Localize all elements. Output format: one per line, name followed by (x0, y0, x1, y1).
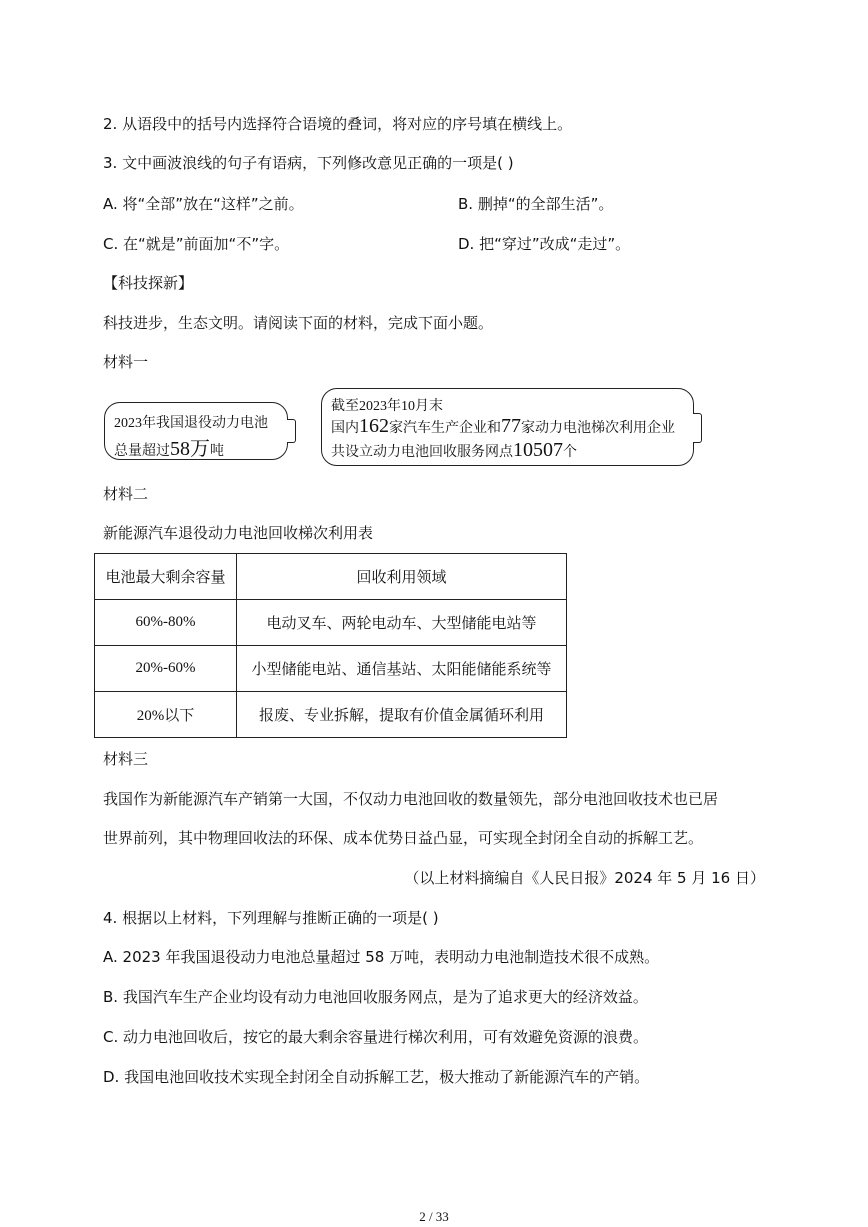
table-cell: 20%以下 (95, 692, 237, 738)
battery-2-line-1: 截至2023年10月末 (331, 399, 443, 414)
section-intro: 科技进步，生态文明。请阅读下面的材料，完成下面小题。 (103, 314, 494, 332)
table-row (95, 600, 567, 646)
battery-2-line-2: 国内162家汽车生产企业和77家动力电池梯次利用企业 (331, 415, 675, 437)
material-3-line-1: 我国作为新能源汽车产销第一大国，不仅动力电池回收的数量领先，部分电池回收技术也已居 (103, 790, 719, 808)
battery-2-line-3: 共设立动力电池回收服务网点10507个 (331, 439, 577, 461)
table-title: 新能源汽车退役动力电池回收梯次利用表 (103, 524, 374, 542)
q4-option-b: B. 我国汽车生产企业均设有动力电池回收服务网点，是为了追求更大的经济效益。 (103, 988, 648, 1006)
page-number: 2 / 33 (419, 1209, 449, 1224)
q4-option-c: C. 动力电池回收后，按它的最大剩余容量进行梯次利用，可有效避免资源的浪费。 (103, 1028, 649, 1046)
battery-terminal-1 (287, 419, 296, 443)
battery-graphic-1 (104, 402, 288, 460)
table-cell: 60%-80% (95, 600, 237, 646)
table-header-cell: 电池最大剩余容量 (95, 554, 237, 600)
material-1-label: 材料一 (103, 353, 149, 371)
table-header-cell: 回收利用领域 (237, 554, 567, 600)
q3-option-a: A. 将“全部”放在“这样”之前。 (103, 195, 304, 213)
table-cell: 报废、专业拆解，提取有价值金属循环利用 (237, 692, 567, 738)
table-row (95, 646, 567, 692)
material-source: （以上材料摘编自《人民日报》2024 年 5 月 16 日） (404, 869, 765, 887)
material-3-line-2: 世界前列，其中物理回收法的环保、成本优势日益凸显，可实现全封闭全自动的拆解工艺。 (103, 829, 704, 847)
q3-option-c: C. 在“就是”前面加“不”字。 (103, 235, 290, 253)
recycle-table (94, 553, 567, 738)
q3-option-d: D. 把“穿过”改成“走过”。 (458, 235, 631, 253)
material-3-label: 材料三 (103, 750, 149, 768)
battery-graphic-2 (321, 388, 694, 466)
question-4: 4. 根据以上材料，下列理解与推断正确的一项是( ) (103, 909, 439, 927)
question-2: 2. 从语段中的括号内选择符合语境的叠词，将对应的序号填在横线上。 (103, 115, 573, 133)
table-cell: 小型储能电站、通信基站、太阳能储能系统等 (237, 646, 567, 692)
q3-option-b: B. 删掉“的全部生活”。 (458, 195, 614, 213)
battery-1-line-2: 总量超过58万吨 (114, 438, 224, 460)
table-cell: 20%-60% (95, 646, 237, 692)
q4-option-d: D. 我国电池回收技术实现全封闭全自动拆解工艺，极大推动了新能源汽车的产销。 (103, 1068, 650, 1086)
table-cell: 电动叉车、两轮电动车、大型储能电站等 (237, 600, 567, 646)
section-title: 【科技探新】 (103, 274, 194, 292)
battery-terminal-2 (693, 413, 702, 443)
question-3: 3. 文中画波浪线的句子有语病，下列修改意见正确的一项是( ) (103, 154, 514, 172)
q4-option-a: A. 2023 年我国退役动力电池总量超过 58 万吨，表明动力电池制造技术很不成熟。 (103, 948, 660, 966)
battery-1-line-1: 2023年我国退役动力电池 (114, 416, 268, 431)
table-header-row (95, 554, 567, 600)
material-2-label: 材料二 (103, 485, 149, 503)
table-row (95, 692, 567, 738)
